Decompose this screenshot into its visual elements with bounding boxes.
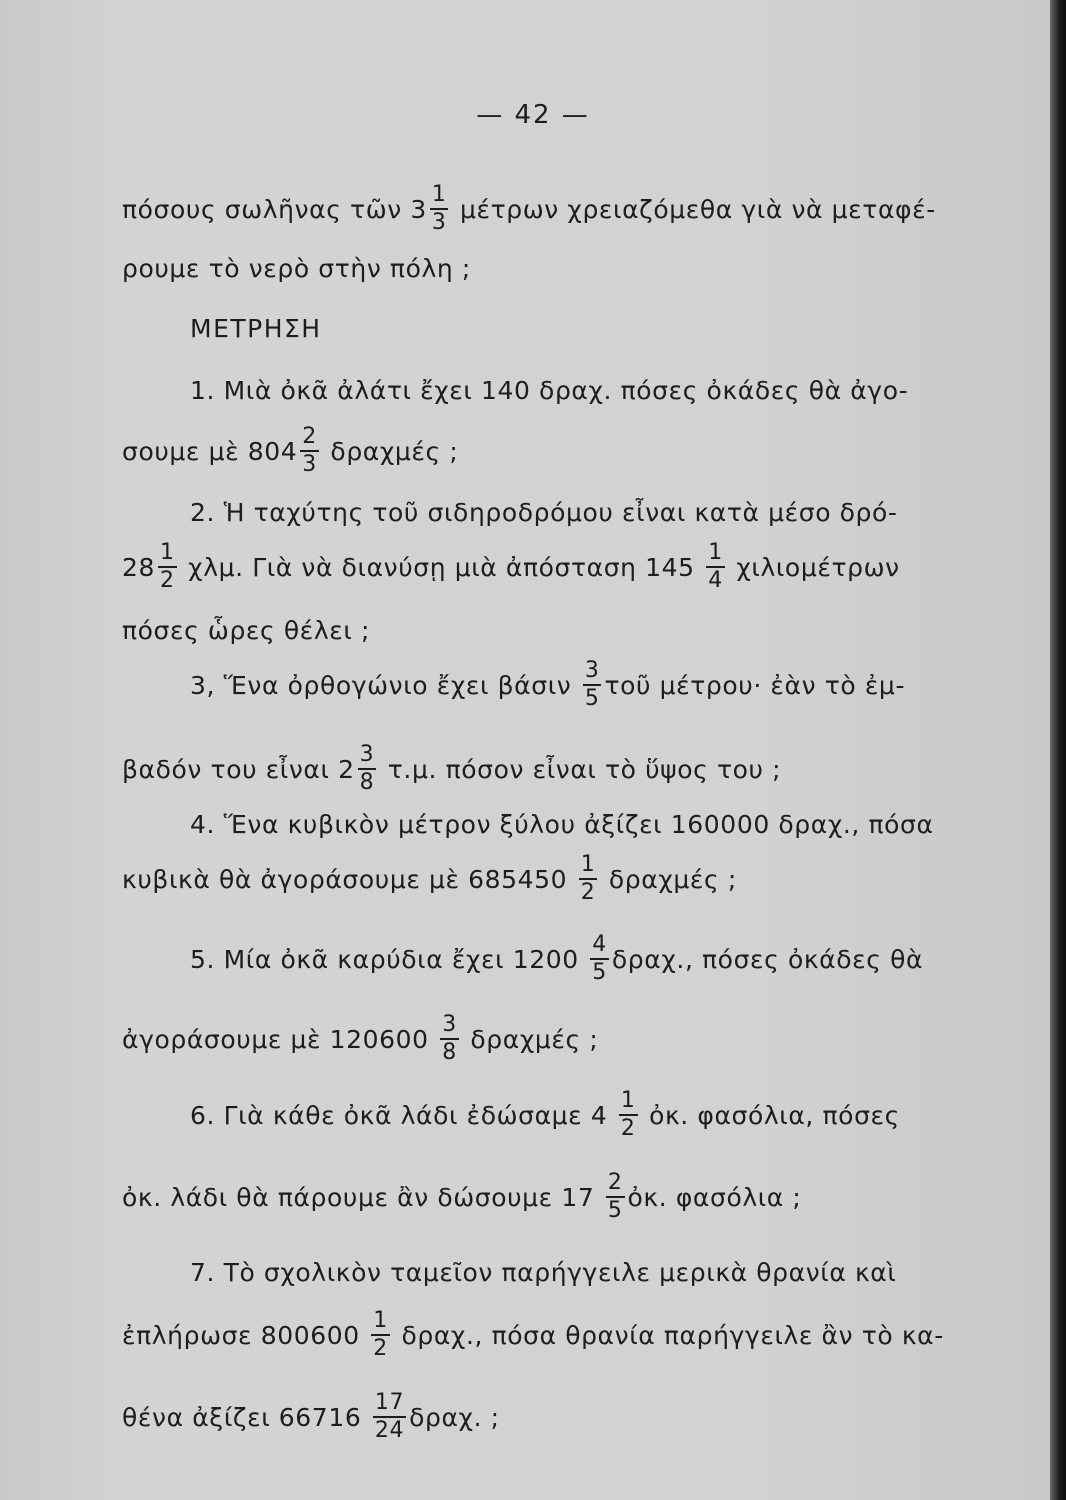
problem-7-line-1: 7. Τὸ σχολικὸν ταμεῖον παρήγγειλε μερικὰ θρανία καὶ bbox=[190, 1258, 897, 1287]
fraction: $\frac{2}{3}$ bbox=[302, 424, 317, 477]
section-title: ΜΕΤΡΗΣΗ bbox=[190, 314, 322, 343]
problem-7-line-2: ἐπλήρωσε 800600 $\frac{1}{2}$ δραχ., πόσα θρανία παρήγγειλε ἂν τὸ κα- bbox=[122, 1308, 944, 1361]
problem-7-line-3: θένα ἀξίζει 66716 $\frac{17}{24}$ δραχ. ; bbox=[122, 1390, 500, 1443]
problem-1-line-2: σουμε μὲ 804 $\frac{2}{3}$ δραχμές ; bbox=[122, 424, 459, 477]
problem-6-line-1: 6. Γιὰ κάθε ὀκᾶ λάδι ἐδώσαμε 4 $\frac{1}{2}$ ὀκ. φασόλια, πόσες bbox=[190, 1088, 900, 1141]
intro-line-1-post: μέτρων χρειαζόμεθα γιὰ νὰ μεταφέ- bbox=[460, 195, 936, 224]
problem-4-line-1: 4. Ἕνα κυβικὸν μέτρον ξύλου ἀξίζει 160000 δραχ., πόσα bbox=[190, 810, 934, 839]
fraction: $\frac{2}{5}$ bbox=[607, 1170, 623, 1223]
problem-2-line-3: πόσες ὧρες θέλει ; bbox=[122, 616, 371, 645]
intro-line-2: ρουμε τὸ νερὸ στὴν πόλη ; bbox=[122, 254, 471, 283]
problem-3-line-2: βαδόν του εἶναι 2 $\frac{3}{8}$ τ.μ. πόσον εἶναι τὸ ὕψος του ; bbox=[122, 742, 782, 795]
problem-4-line-2: κυβικὰ θὰ ἀγοράσουμε μὲ 685450 $\frac{1}{2}$ δραχμές ; bbox=[122, 852, 737, 905]
fraction: $\frac{1}{2}$ bbox=[160, 540, 175, 593]
fraction: $\frac{1}{3}$ bbox=[431, 182, 447, 235]
fraction: $\frac{1}{2}$ bbox=[580, 852, 596, 905]
fraction: $\frac{3}{8}$ bbox=[442, 1012, 457, 1065]
fraction: $\frac{17}{24}$ bbox=[374, 1390, 405, 1443]
intro-line-1-pre: πόσους σωλῆνας τῶν 3 bbox=[122, 195, 427, 224]
fraction: $\frac{3}{8}$ bbox=[359, 742, 375, 795]
problem-6-line-2: ὀκ. λάδι θὰ πάρουμε ἂν δώσουμε 17 $\frac{2}{5}$ ὀκ. φασόλια ; bbox=[122, 1170, 802, 1223]
problem-1-line-1: 1. Μιὰ ὀκᾶ ἀλάτι ἔχει 140 δραχ. πόσες ὀκάδες θὰ ἀγο- bbox=[190, 376, 909, 405]
fraction: $\frac{1}{2}$ bbox=[373, 1308, 388, 1361]
intro-line-1 bbox=[122, 182, 936, 236]
fraction: $\frac{1}{2}$ bbox=[620, 1088, 636, 1141]
page-number: — 42 — bbox=[476, 100, 590, 130]
fraction: $\frac{4}{5}$ bbox=[592, 932, 607, 985]
problem-2-line-1: 2. Ἡ ταχύτης τοῦ σιδηροδρόμου εἶναι κατὰ μέσο δρό- bbox=[190, 498, 898, 527]
problem-5-line-1: 5. Μία ὀκᾶ καρύδια ἔχει 1200 $\frac{4}{5}$ δραχ., πόσες ὀκάδες θὰ bbox=[190, 932, 924, 985]
fraction: $\frac{3}{5}$ bbox=[584, 658, 600, 711]
problem-2-line-2: 28 $\frac{1}{2}$ χλμ. Γιὰ νὰ διανύσῃ μιὰ ἀπόσταση 145 $\frac{1}{4}$ χιλιομέτρων bbox=[122, 540, 900, 593]
problem-3-line-1: 3, Ἕνα ὀρθογώνιο ἔχει βάσιν $\frac{3}{5}$ τοῦ μέτρου· ἐὰν τὸ ἐμ- bbox=[190, 658, 906, 711]
problem-5-line-2: ἀγοράσουμε μὲ 120600 $\frac{3}{8}$ δραχμές ; bbox=[122, 1012, 599, 1065]
fraction: $\frac{1}{4}$ bbox=[708, 540, 723, 593]
page-binding-edge bbox=[1050, 0, 1066, 1500]
